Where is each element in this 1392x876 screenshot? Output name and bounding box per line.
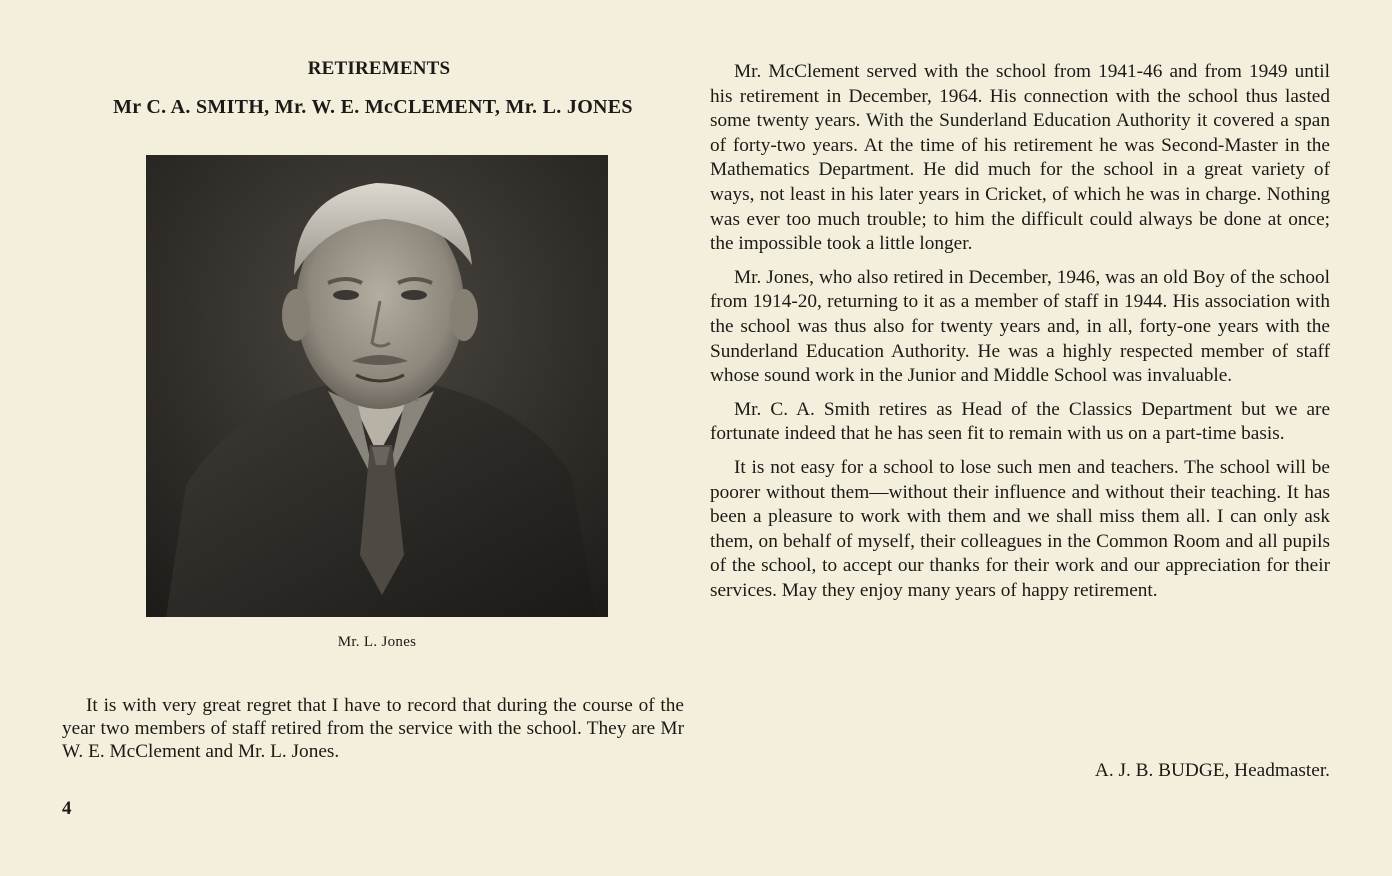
paragraph-mcclement: Mr. McClement served with the school from 1941-46 and from 1949 until his retirement in December, 1964. His connection with the school thus lasted some twenty years. With the Sunderland Education Authority it covered a span of forty-two years. At the time of his retirement he was Second-Master in the Mathematics Department. He did much for the school in a great variety of ways, not least in his later years in Cricket, of which he was in charge. Nothing was ever too much trouble; to him the difficult could always be done at once; the impossible took a little longer.: [710, 61, 1330, 255]
section-heading: RETIREMENTS: [307, 58, 451, 79]
photo-caption: Mr. L. Jones: [337, 634, 417, 650]
paragraph-smith: Mr. C. A. Smith retires as Head of the Classics Department but we are fortunate indeed that he has seen fit to remain with us on a part-time basis.: [710, 398, 1330, 445]
signature: A. J. B. BUDGE, Headmaster.: [1094, 760, 1330, 781]
paragraph-closing: It is not easy for a school to lose such men and teachers. The school will be poorer without them—without their influence and without their teaching. It has been a pleasure to work with them and we shall miss them all. I can only ask them, on behalf of myself, their colleagues in the Common Room and all pupils of the school, to accept our thanks for their work and our appreciation for their services. May they enjoy many years of happy retirement.: [710, 456, 1330, 601]
intro-paragraph: It is with very great regret that I have to record that during the course of the year two members of staff retired from the service with the school. They are Mr W. E. McClement and Mr. L. Jones.: [62, 695, 684, 762]
paragraph-jones: Mr. Jones, who also retired in December, 1946, was an old Boy of the school from 1914-20, returning to it as a member of staff in 1944. His association with the school was thus also for twenty years and, in all, forty-one years with the Sunderland Education Authority. He was a highly respected member of staff whose sound work in the Junior and Middle School was invaluable.: [710, 266, 1330, 387]
page-number: 4: [62, 798, 72, 819]
names-heading: Mr C. A. SMITH, Mr. W. E. McCLEMENT, Mr. L. JONES: [113, 96, 633, 118]
left-column: [62, 58, 684, 119]
portrait-photo: [146, 155, 608, 617]
right-column: [710, 60, 1330, 603]
